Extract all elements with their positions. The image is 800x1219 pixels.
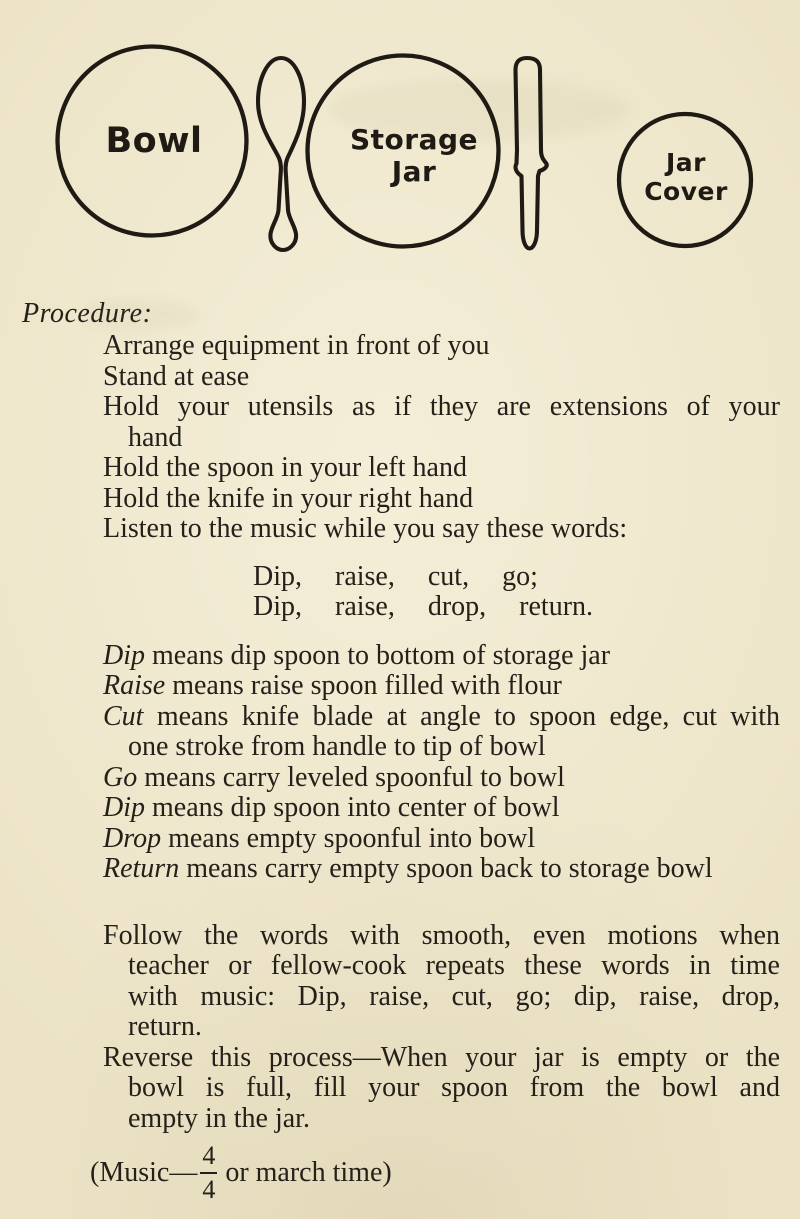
closing-line: return. [128, 1011, 202, 1042]
closing-line: Follow the words with smooth, even motions when [103, 919, 780, 951]
chant-line: Dip, raise, drop, return. [253, 591, 594, 622]
definition-text: means raise spoon filled with flour [172, 670, 562, 701]
definition-text: one stroke from handle to tip of bowl [128, 731, 546, 762]
definition-text: means empty spoonful into bowl [168, 822, 536, 854]
definition-text: means carry empty spoon back to storage bowl [186, 853, 713, 884]
procedure-steps [103, 331, 780, 545]
definition-term: Cut [103, 700, 144, 732]
definition-text: means knife blade at angle to spoon edge, cut with [156, 700, 781, 732]
definition-term: Dip [103, 792, 145, 823]
procedure-body [103, 331, 780, 1134]
bowl-label: Bowl [105, 121, 203, 161]
definition-text: means carry leveled spoonful to bowl [144, 761, 565, 793]
step-line: Arrange equipment in front of you [103, 330, 490, 361]
definition-term: Return [103, 853, 180, 884]
closing-line: with music: Dip, raise, cut, go; dip, raise, drop, [128, 980, 780, 1012]
definition-term: Raise [103, 670, 166, 701]
definition-line [103, 763, 780, 794]
step-line: Hold your utensils as if they are extensions of your [103, 391, 780, 422]
time-signature-numerator: 4 [202, 1141, 216, 1170]
step-line-continuation: hand [128, 421, 183, 453]
closing-line: Reverse this process—When your jar is empty or the [103, 1041, 780, 1073]
knife-icon [516, 58, 547, 249]
definition-text: means dip spoon to bottom of storage jar [152, 639, 611, 671]
definition-term: Dip [103, 639, 145, 671]
fraction-bar [200, 1172, 217, 1174]
definition-line [103, 671, 780, 702]
closing-line: bowl is full, fill your spoon from the bowl and [128, 1072, 780, 1103]
closing-paragraphs [103, 921, 780, 1135]
step-line: Listen to the music while you say these words: [103, 513, 628, 544]
definition-term: Drop [103, 822, 162, 854]
procedure-heading: Procedure: [22, 298, 153, 329]
equipment-diagram [0, 0, 800, 265]
storage-jar-label-line2: Jar [391, 155, 437, 188]
jar-cover-label [644, 148, 728, 206]
definition-line [103, 793, 780, 824]
step-line: Stand at ease [103, 360, 250, 392]
music-note-close: or march time) [225, 1157, 392, 1188]
jar-cover-label-line2: Cover [644, 177, 728, 206]
chant-stanza [253, 562, 780, 623]
definition-term: Go [103, 761, 138, 793]
spoon-icon [258, 58, 304, 250]
paper-bleed-through [80, 300, 200, 330]
term-definitions [103, 641, 780, 885]
storage-jar-label-line1: Storage [349, 123, 479, 156]
jar-cover-label-line1: Jar [665, 148, 707, 177]
definition-line [103, 854, 780, 885]
definition-line-continuation [103, 732, 780, 763]
definition-line [103, 702, 780, 733]
time-signature-denominator: 4 [202, 1175, 216, 1204]
definition-text: means dip spoon into center of bowl [152, 792, 560, 823]
closing-line: empty in the jar. [128, 1102, 310, 1134]
step-line: Hold the knife in your right hand [103, 482, 474, 514]
chant-line: Dip, raise, cut, go; [253, 560, 538, 592]
closing-line: teacher or fellow-cook repeats these words in time [128, 950, 780, 981]
storage-jar-label [350, 124, 478, 188]
definition-line [103, 824, 780, 855]
music-note-open: (Music— [90, 1157, 198, 1188]
definition-line [103, 641, 780, 672]
time-signature-fraction [200, 1143, 217, 1203]
step-line: Hold the spoon in your left hand [103, 452, 467, 483]
music-time-note [90, 1143, 800, 1203]
